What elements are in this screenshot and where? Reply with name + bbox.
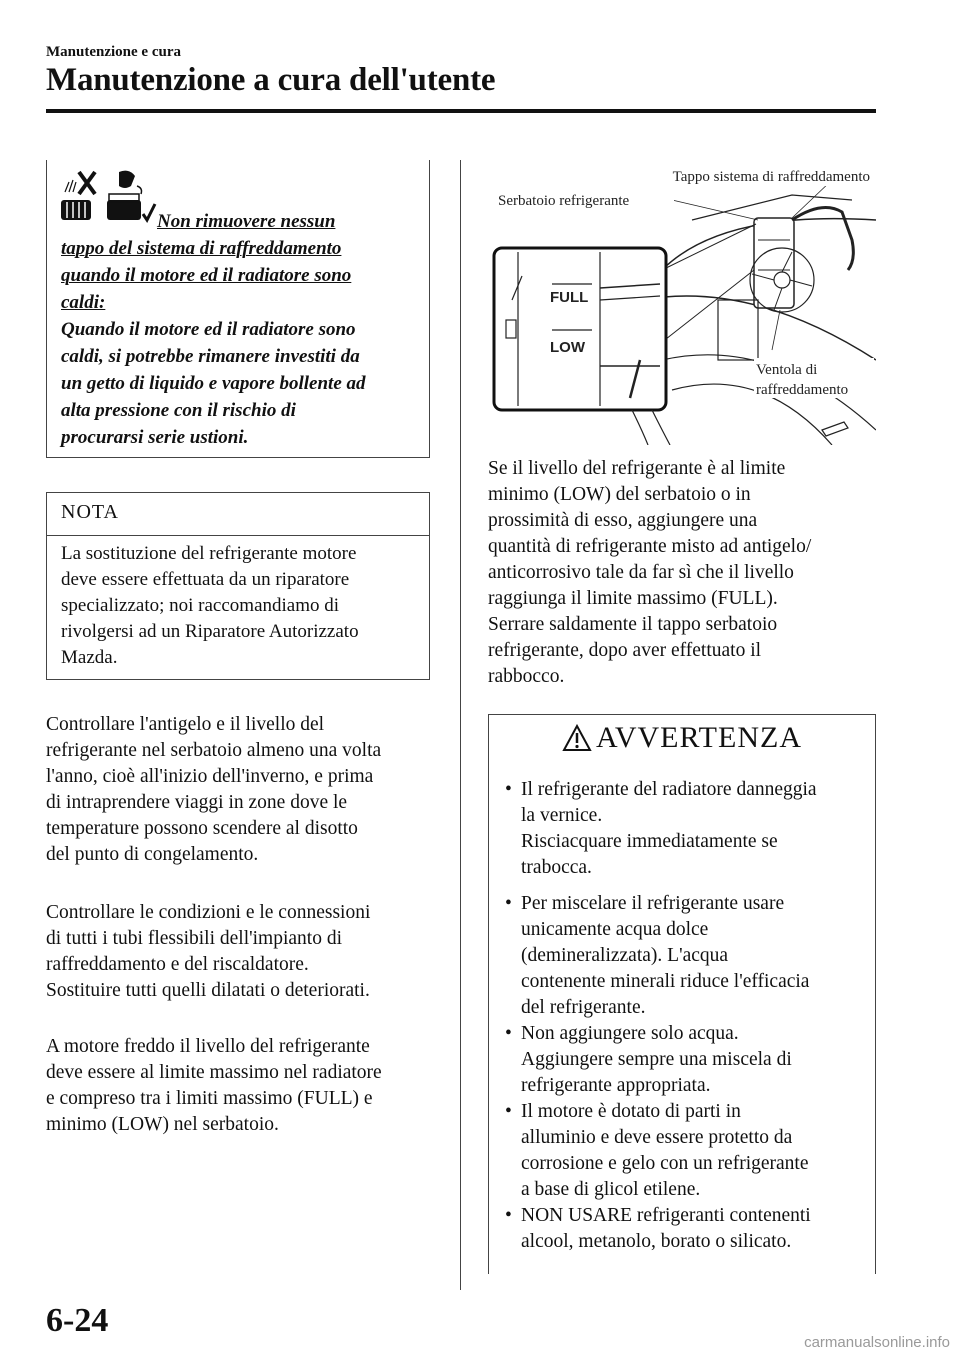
paragraph-line: Se il livello del refrigerante è al limite	[488, 458, 786, 479]
nota-line: rivolgersi ad un Riparatore Autorizzato	[61, 621, 359, 642]
paragraph-line: Serrare saldamente il tappo serbatoio	[488, 614, 778, 635]
warning-body-line: Quando il motore ed il radiatore sono	[61, 319, 356, 340]
paragraph-line: Sostituire tutti quelli dilatati o deteriorati.	[46, 980, 370, 1001]
item-line: contenente minerali riduce l'efficacia	[521, 971, 810, 992]
avvertenza-box	[488, 714, 876, 1274]
paragraph-line: Controllare l'antigelo e il livello del	[46, 714, 325, 735]
paragraph-line: raffreddamento e del riscaldatore.	[46, 954, 309, 975]
paragraph-line: di intraprendere viaggi in zone dove le	[46, 792, 348, 813]
warning-body-line: procurarsi serie ustioni.	[61, 427, 249, 448]
warning-body-line: un getto di liquido e vapore bollente ad	[61, 373, 366, 394]
avvertenza-title: AVVERTENZA	[596, 721, 802, 754]
paragraph-line: l'anno, cioè all'inizio dell'inverno, e prima	[46, 766, 374, 787]
warning-heading-line: tappo del sistema di raffreddamento	[61, 238, 342, 259]
paragraph-line: minimo (LOW) nel serbatoio.	[46, 1114, 279, 1135]
nota-line: Mazda.	[61, 647, 118, 668]
reservoir-label: Serbatoio refrigerante	[498, 193, 630, 209]
paragraph-refill	[488, 456, 880, 690]
nota-rule	[47, 535, 429, 536]
item-line: NON USARE refrigeranti contenenti	[521, 1205, 811, 1226]
paragraph-antifreeze-check	[46, 712, 438, 868]
paragraph-line: e compreso tra i limiti massimo (FULL) e	[46, 1088, 373, 1109]
avvertenza-header	[489, 715, 875, 767]
item-line: unicamente acqua dolce	[521, 919, 709, 940]
warning-body-line: alta pressione con il rischio di	[61, 400, 296, 421]
item-line: del refrigerante.	[521, 997, 646, 1018]
cap-label: Tappo sistema di raffreddamento	[672, 169, 870, 185]
nota-box	[46, 492, 430, 680]
watermark: carmanualsonline.info	[804, 1334, 950, 1351]
nota-line: deve essere effettuata da un riparatore	[61, 569, 350, 590]
item-line: Risciacquare immediatamente se	[521, 831, 778, 852]
paragraph-line: refrigerante, dopo aver effettuato il	[488, 640, 762, 661]
warning-body-line: caldi, si potrebbe rimanere investiti da	[61, 346, 360, 367]
bullet-dot: •	[505, 1205, 512, 1226]
list-item	[503, 1203, 865, 1255]
list-item	[503, 1099, 865, 1203]
warning-heading-line: caldi:	[61, 292, 106, 313]
hot-cap-warning-box	[46, 160, 430, 458]
paragraph-line: prossimità di esso, aggiungere una	[488, 510, 758, 531]
fan-label-line: raffreddamento	[756, 382, 849, 398]
paragraph-line: raggiunga il limite massimo (FULL).	[488, 588, 778, 609]
paragraph-line: minimo (LOW) del serbatoio o in	[488, 484, 751, 505]
coolant-reservoir-illustration	[492, 160, 876, 445]
paragraph-line: temperature possono scendere al disotto	[46, 818, 358, 839]
warning-heading	[61, 208, 423, 316]
item-line: refrigerante appropriata.	[521, 1075, 711, 1096]
warning-heading-line: Non rimuovere nessun	[157, 211, 336, 232]
warning-triangle-icon	[562, 724, 592, 752]
bullet-dot: •	[505, 893, 512, 914]
full-mark: FULL	[550, 289, 589, 306]
warning-heading-line: quando il motore ed il radiatore sono	[61, 265, 352, 286]
nota-line: La sostituzione del refrigerante motore	[61, 543, 357, 564]
page-number: 6-24	[46, 1302, 109, 1339]
column-divider	[460, 160, 461, 1290]
list-item	[503, 891, 865, 1021]
paragraph-line: Controllare le condizioni e le connessioni	[46, 902, 371, 923]
item-line: alcool, metanolo, borato o silicato.	[521, 1231, 792, 1252]
item-line: a base di glicol etilene.	[521, 1179, 701, 1200]
item-line: la vernice.	[521, 805, 603, 826]
item-line: Non aggiungere solo acqua.	[521, 1023, 739, 1044]
section-label: Manutenzione e cura	[46, 44, 181, 60]
paragraph-line: rabbocco.	[488, 666, 565, 687]
title-rule	[46, 109, 876, 113]
item-line: (demineralizzata). L'acqua	[521, 945, 729, 966]
warning-text	[61, 208, 423, 451]
fan-label-line: Ventola di	[756, 362, 818, 378]
nota-title: NOTA	[61, 501, 119, 523]
item-line: Il motore è dotato di parti in	[521, 1101, 741, 1122]
nota-text	[61, 541, 421, 671]
paragraph-line: deve essere al limite massimo nel radiatore	[46, 1062, 382, 1083]
item-line: trabocca.	[521, 857, 592, 878]
item-line: alluminio e deve essere protetto da	[521, 1127, 793, 1148]
paragraph-hoses-check	[46, 900, 438, 1004]
avvertenza-list	[503, 777, 865, 1255]
bullet-dot: •	[505, 1023, 512, 1044]
bullet-dot: •	[505, 779, 512, 800]
paragraph-line: quantità di refrigerante misto ad antigelo/	[488, 536, 812, 557]
paragraph-coolant-level	[46, 1034, 438, 1138]
bullet-dot: •	[505, 1101, 512, 1122]
nota-line: specializzato; noi raccomandiamo di	[61, 595, 340, 616]
paragraph-line: anticorrosivo tale da far sì che il livello	[488, 562, 794, 583]
page-title: Manutenzione a cura dell'utente	[46, 62, 496, 98]
list-item	[503, 777, 865, 881]
item-line: Per miscelare il refrigerante usare	[521, 893, 785, 914]
paragraph-line: refrigerante nel serbatoio almeno una volta	[46, 740, 382, 761]
paragraph-line: del punto di congelamento.	[46, 844, 259, 865]
item-line: corrosione e gelo con un refrigerante	[521, 1153, 809, 1174]
item-line: Il refrigerante del radiatore danneggia	[521, 779, 817, 800]
paragraph-line: A motore freddo il livello del refrigerante	[46, 1036, 370, 1057]
list-item	[503, 1021, 865, 1099]
low-mark: LOW	[550, 339, 585, 356]
warning-body	[61, 316, 423, 451]
item-line: Aggiungere sempre una miscela di	[521, 1049, 792, 1070]
paragraph-line: di tutti i tubi flessibili dell'impianto di	[46, 928, 343, 949]
